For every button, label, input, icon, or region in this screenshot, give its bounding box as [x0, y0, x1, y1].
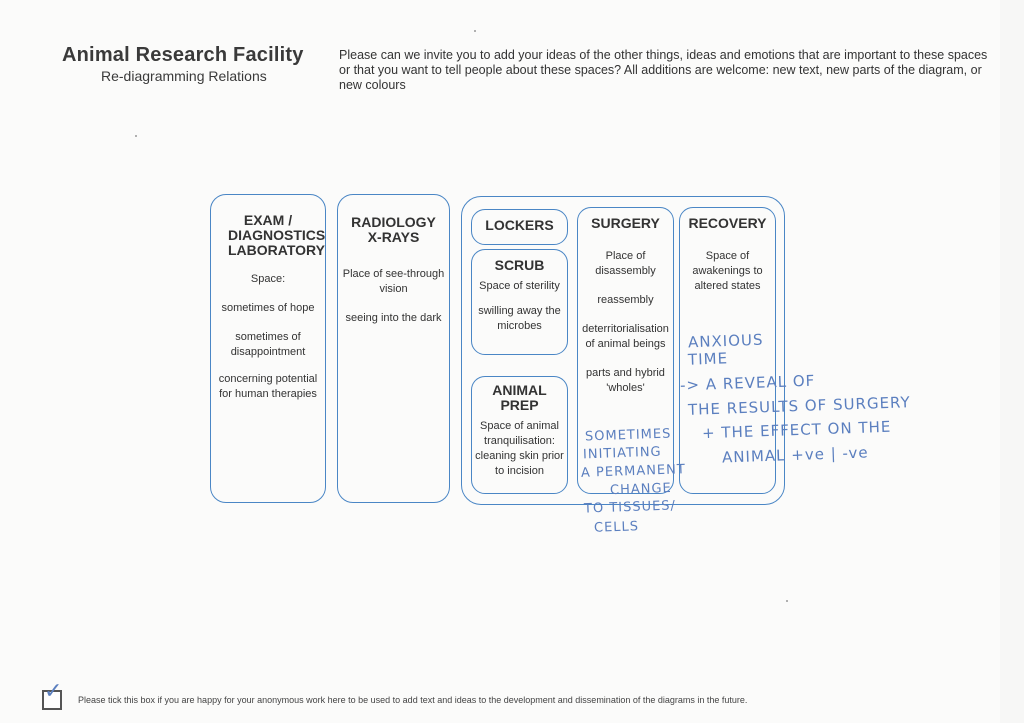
animal-prep-title: ANIMAL PREP: [492, 382, 547, 413]
surgery-title: SURGERY: [591, 215, 660, 231]
radiology-title: RADIOLOGY X-RAYS: [351, 214, 436, 245]
exam-line: sometimes of disappointment: [230, 331, 306, 358]
lockers-title: LOCKERS: [485, 217, 554, 233]
scan-speck: [135, 135, 137, 137]
scrub-box: [471, 249, 568, 355]
handwritten-note: SOMETIMES: [584, 426, 672, 445]
consent-text: Please tick this box if you are happy for your anonymous work here to be used to add text and ideas to the development and dissemination of the diagrams in the future.: [78, 695, 748, 705]
page-subtitle: Re-diagramming Relations: [101, 68, 267, 84]
handwritten-note: + THE EFFECT ON THE: [701, 417, 892, 443]
radiology-line: seeing into the dark: [345, 312, 442, 324]
animal-prep-box: [471, 376, 568, 494]
exam-box: [210, 194, 326, 503]
radiology-line: Place of see-through vision: [342, 268, 445, 295]
scan-speck: [786, 600, 788, 602]
handwritten-note: -> A REVEAL OF: [679, 371, 816, 395]
surgery-line: reassembly: [597, 294, 654, 306]
handwritten-note: TO TISSUES/: [583, 498, 677, 517]
animal-prep-line: Space of animal tranquilisation: cleaning skin prior to incision: [475, 420, 564, 477]
handwritten-note: THE RESULTS OF SURGERY: [687, 393, 911, 419]
handwritten-note: INITIATING: [582, 444, 662, 463]
scan-speck: [474, 30, 476, 32]
page-title: Animal Research Facility: [62, 44, 304, 66]
scrub-line: Space of sterility: [479, 280, 560, 292]
surgery-line: Place of disassembly: [595, 250, 656, 277]
radiology-box: [337, 194, 450, 503]
handwritten-note: TIME: [687, 349, 729, 369]
exam-line: Space:: [250, 273, 286, 285]
recovery-title: RECOVERY: [688, 215, 767, 231]
exam-title: EXAM / DIAGNOSTICS LABORATORY: [228, 212, 326, 258]
handwritten-note: CHANGE: [609, 480, 673, 499]
lockers-box: [471, 209, 568, 245]
checkmark-icon: ✓: [44, 678, 63, 703]
scrub-title: SCRUB: [494, 257, 545, 273]
surgery-line: parts and hybrid 'wholes': [586, 367, 665, 394]
exam-line: sometimes of hope: [221, 302, 315, 314]
intro-text: Please can we invite you to add your ideas of the other things, ideas and emotions that are important to these spaces or that you want to tell people about these spaces? All additions are welcome: new text, new parts of the diagram, or new colours: [339, 48, 988, 92]
handwritten-note: ANIMAL +ve | -ve: [721, 443, 869, 467]
handwritten-note: ANXIOUS: [687, 330, 764, 352]
recovery-line: Space of awakenings to altered states: [692, 250, 763, 292]
scrub-line: swilling away the microbes: [478, 305, 561, 332]
surgery-line: deterritorialisation of animal beings: [582, 323, 669, 350]
handwritten-note: A PERMANENT: [580, 462, 687, 481]
exam-line: concerning potential for human therapies: [218, 373, 318, 400]
handwritten-note: CELLS: [593, 519, 640, 536]
